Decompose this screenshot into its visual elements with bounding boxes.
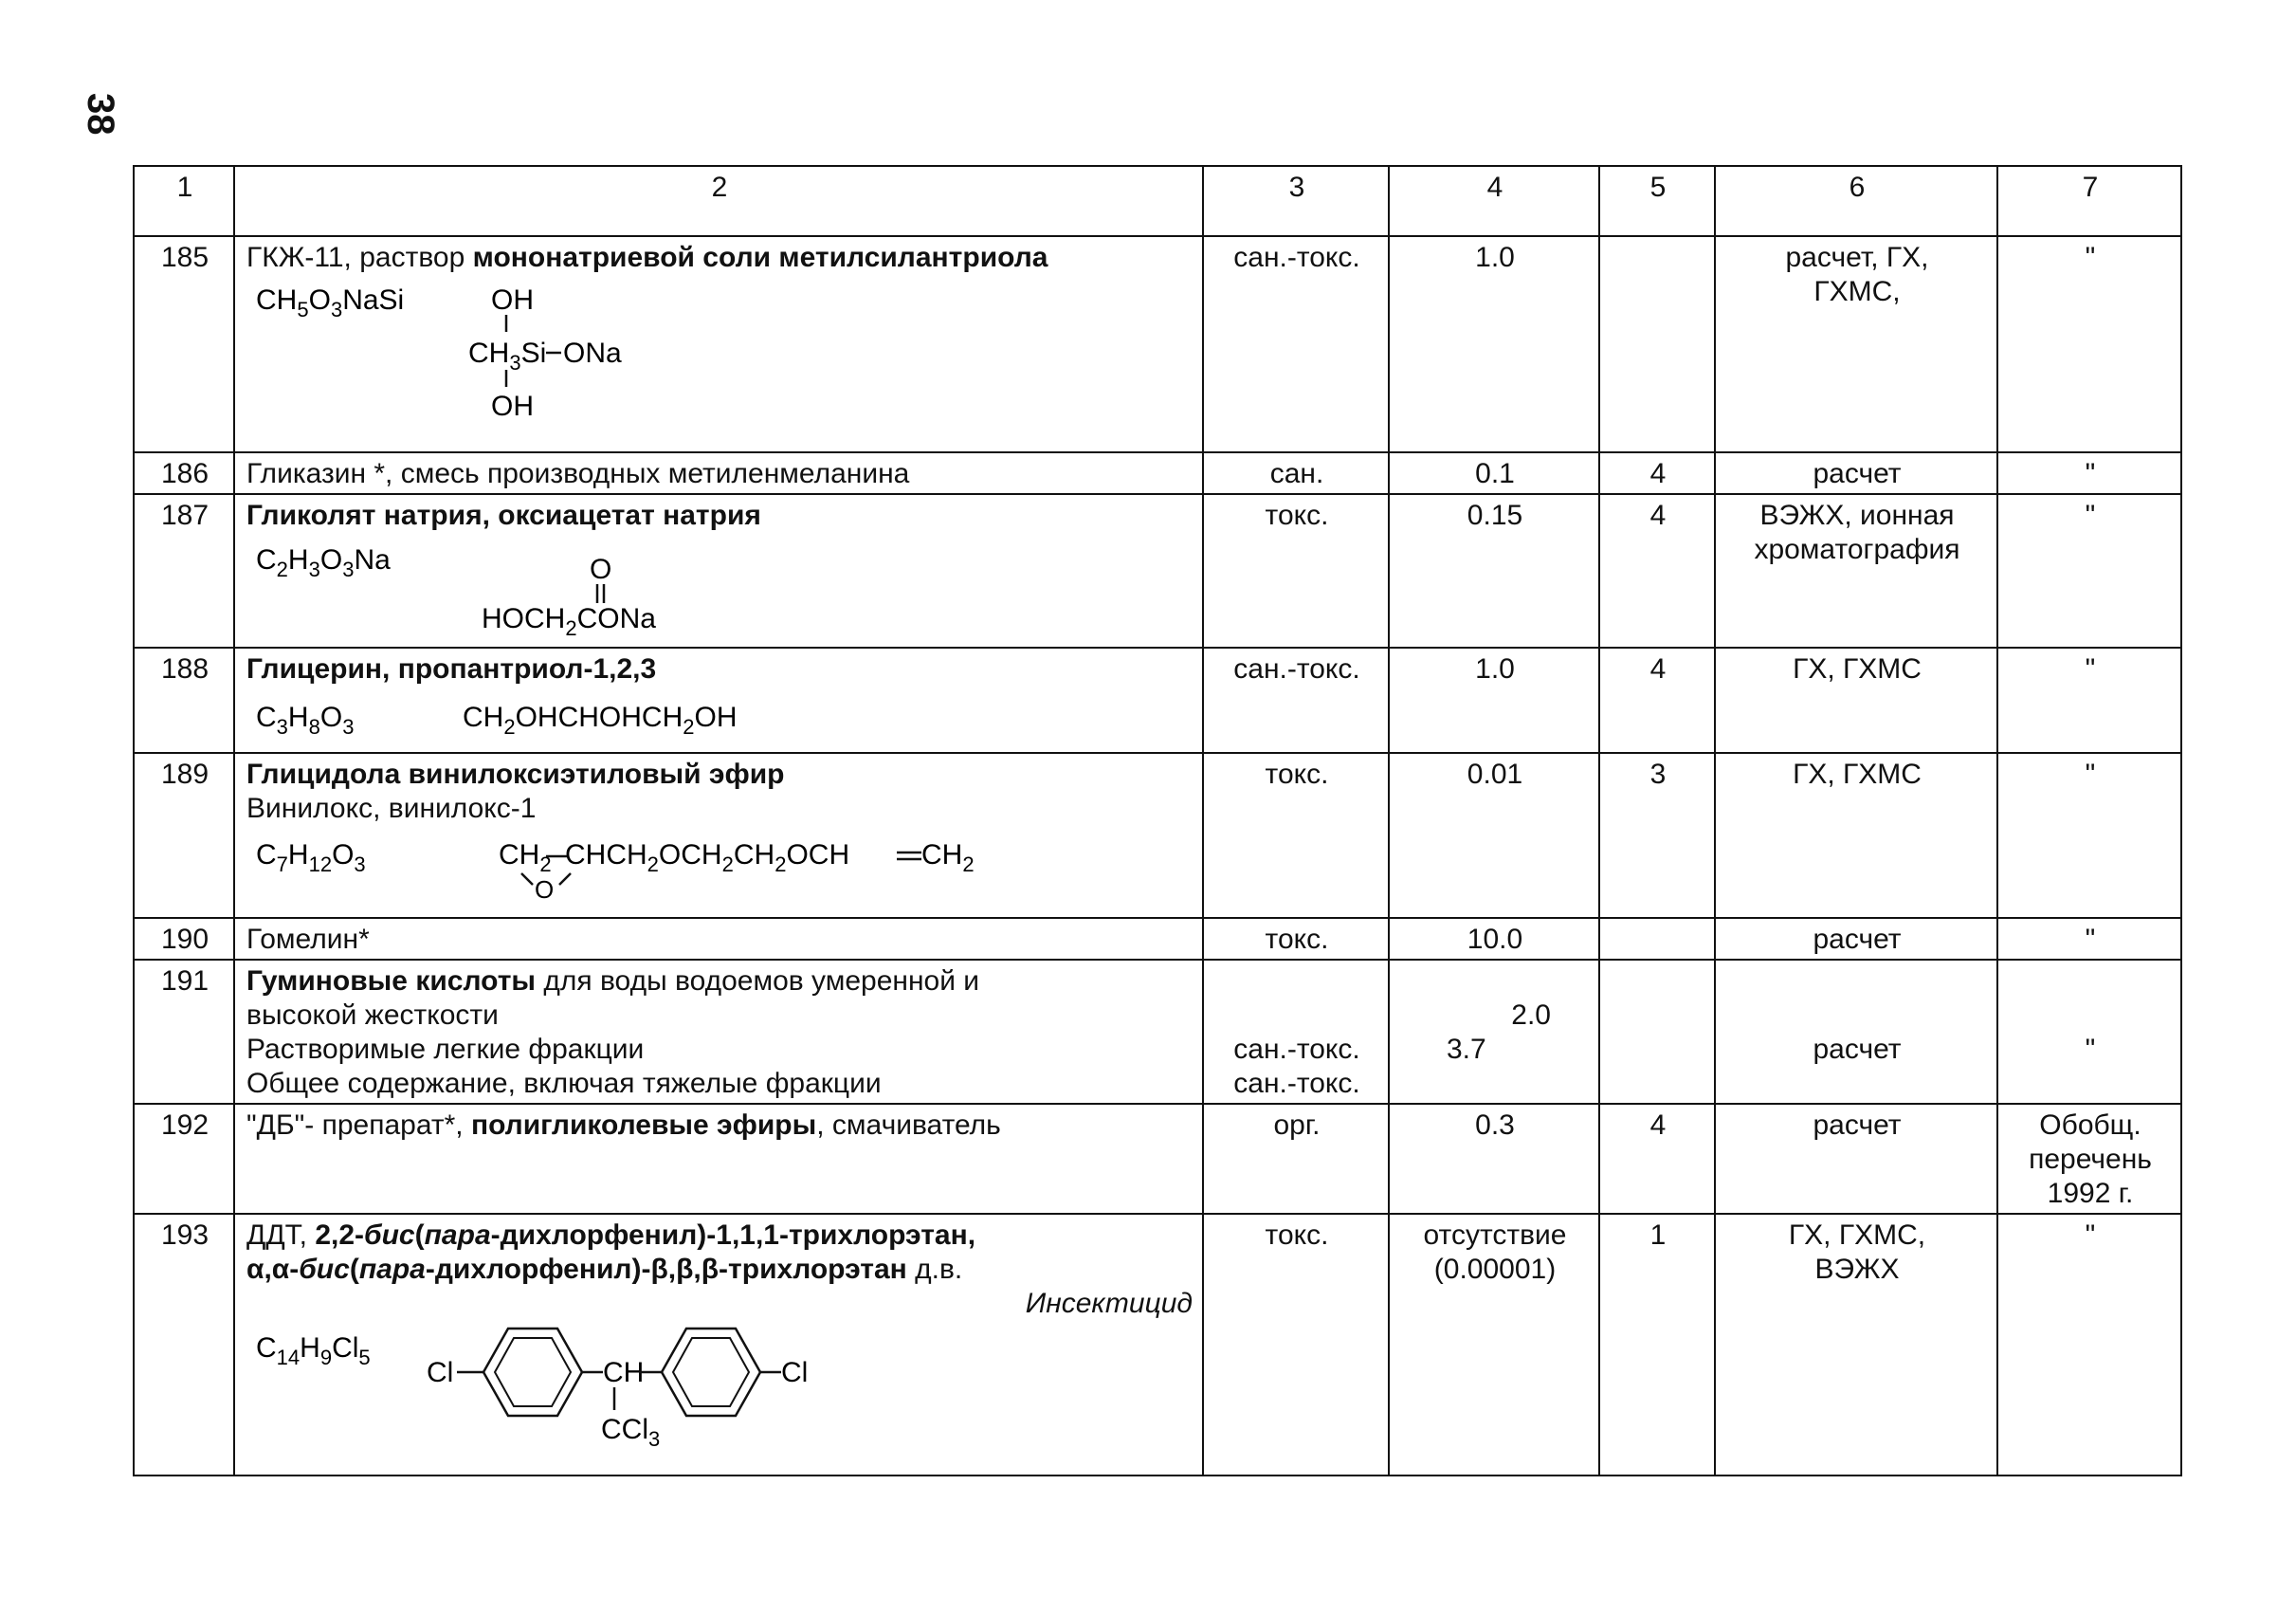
name-part: ( — [414, 1219, 425, 1251]
hazard-type-2: сан.-токс. — [1233, 1068, 1360, 1099]
structure-chain: $CHCH_2OCH_2CH_2OCH$ — [565, 839, 850, 876]
hazard-class — [1599, 236, 1715, 452]
table-row — [134, 918, 2181, 960]
method-line: ВЭЖХ, ионная — [1759, 500, 1955, 531]
row-number: 185 — [134, 236, 234, 452]
header-cell: 5 — [1599, 166, 1715, 236]
hazard-type-1: сан.-токс. — [1233, 1034, 1360, 1065]
fraction-2: Общее содержание, включая тяжелые фракции — [246, 1068, 882, 1099]
page-number: 38 — [80, 93, 121, 136]
name-part: 2,2- — [315, 1219, 365, 1251]
source: " — [1997, 753, 2181, 918]
substance-cell — [234, 1214, 1203, 1476]
table-row — [134, 1214, 2181, 1476]
method: расчет — [1715, 1104, 1997, 1214]
substance-name: Гомелин* — [234, 918, 1203, 960]
benzene-ring-right-inner — [673, 1338, 749, 1406]
substance-name-bold: мононатриевой соли метилсилантриола — [472, 242, 1048, 273]
chlorine-left: Cl — [427, 1357, 454, 1388]
ch-group: CH — [603, 1357, 645, 1388]
method — [1715, 960, 1997, 1104]
synonyms: Винилокс, винилокс-1 — [246, 793, 537, 824]
structure-bottom: OH — [491, 391, 534, 422]
method-line: расчет, ГХ, — [1785, 242, 1929, 273]
hazard-type: орг. — [1203, 1104, 1389, 1214]
source — [1997, 1104, 2181, 1214]
value: 0.1 — [1389, 452, 1599, 494]
name-part: бис — [299, 1254, 350, 1285]
substance-cell — [234, 1104, 1203, 1214]
header-cell: 3 — [1203, 166, 1389, 236]
source: " — [1997, 236, 2181, 452]
structure-formula — [246, 826, 975, 904]
substance-cell — [234, 960, 1203, 1104]
hazard-class: 3 — [1599, 753, 1715, 918]
method: ГХ, ГХМС — [1715, 648, 1997, 753]
name-part: пара — [424, 1219, 491, 1251]
substance-name: "ДБ"- препарат*, — [246, 1109, 471, 1141]
table-row — [134, 960, 2181, 1104]
value — [1389, 960, 1599, 1104]
value: 0.01 — [1389, 753, 1599, 918]
hazard-type: токс. — [1203, 1214, 1389, 1476]
row-number: 187 — [134, 494, 234, 648]
hazard-class — [1599, 918, 1715, 960]
structure-middle-right: ONa — [563, 338, 622, 369]
header-cell: 2 — [234, 166, 1203, 236]
row-number: 190 — [134, 918, 234, 960]
molecular-formula: $C_7H_{12}O_3$ — [256, 839, 366, 876]
method — [1715, 236, 1997, 452]
method: ГХ, ГХМС — [1715, 753, 1997, 918]
hazard-type: сан.-токс. — [1203, 648, 1389, 753]
hazard-class: 4 — [1599, 494, 1715, 648]
method: расчет — [1715, 452, 1997, 494]
substance-cell — [234, 494, 1203, 648]
value: 10.0 — [1389, 918, 1599, 960]
substance-cell — [234, 648, 1203, 753]
structure-line: $HOCH_2CONa$ — [482, 603, 656, 640]
row-number: 188 — [134, 648, 234, 753]
row-number: 186 — [134, 452, 234, 494]
source: " — [1997, 648, 2181, 753]
row-number: 189 — [134, 753, 234, 918]
substance-name: , смачиватель — [816, 1109, 1001, 1141]
substance-name-bold: Глицидола винилоксиэтиловый эфир — [246, 759, 785, 790]
substance-table — [133, 165, 2182, 1476]
structure-left: $CH_2$ — [499, 839, 552, 876]
substance-name-bold: Глицерин, пропантриол-1,2,3 — [246, 653, 657, 685]
structure-formula — [246, 277, 739, 422]
bond — [521, 873, 533, 885]
chlorine-right: Cl — [781, 1357, 809, 1388]
benzene-ring-right — [662, 1329, 760, 1416]
name-part: д.в. — [906, 1254, 963, 1285]
hazard-class — [1599, 960, 1715, 1104]
method-line: ГХ, ГХМС, — [1788, 1219, 1926, 1251]
table-row — [134, 452, 2181, 494]
method — [1715, 494, 1997, 648]
bond — [559, 873, 571, 885]
value-line: отсутствие — [1423, 1219, 1567, 1251]
hazard-type — [1203, 960, 1389, 1104]
name-part: ( — [349, 1254, 359, 1285]
row-number: 192 — [134, 1104, 234, 1214]
substance-cell — [234, 236, 1203, 452]
name-part: пара — [358, 1254, 426, 1285]
ccl3-group: CCl$_3$ — [601, 1414, 661, 1451]
source-line: перечень — [2029, 1144, 2152, 1175]
table-row — [134, 753, 2181, 918]
ring-oxygen: O — [535, 875, 555, 904]
method-line: ВЭЖХ — [1814, 1254, 1900, 1285]
substance-name: Гликазин *, смесь производных метиленмеланина — [234, 452, 1203, 494]
table-row — [134, 236, 2181, 452]
method — [1715, 1214, 1997, 1476]
method-line: хроматография — [1754, 534, 1960, 565]
hazard-class: 4 — [1599, 1104, 1715, 1214]
structure-formula — [246, 1321, 872, 1451]
molecular-formula: $C_{14}H_9Cl_5$ — [256, 1332, 371, 1369]
row-number: 191 — [134, 960, 234, 1104]
substance-name-bold: полигликолевые эфиры — [470, 1109, 817, 1141]
source: " — [1997, 452, 2181, 494]
substance-name-bold: Гликолят натрия, оксиацетат натрия — [246, 500, 761, 531]
source-line: Обобщ. — [2039, 1109, 2141, 1141]
molecular-formula: $CH_5O_3NaSi$ — [256, 284, 405, 321]
molecular-formula: $C_2H_3O_3Na$ — [256, 544, 391, 581]
source: " — [1997, 494, 2181, 648]
benzene-ring-left — [483, 1329, 582, 1416]
benzene-ring-left-inner — [495, 1338, 571, 1406]
value: 1.0 — [1389, 648, 1599, 753]
hazard-type: токс. — [1203, 753, 1389, 918]
structure-line: $CH_2OHCHOHCH_2OH$ — [463, 702, 738, 739]
value-1: 2.0 — [1511, 999, 1551, 1031]
name-part: бис — [364, 1219, 415, 1251]
source: " — [1997, 1214, 2181, 1476]
molecular-formula: $C_3H_8O_3$ — [256, 702, 355, 739]
value — [1389, 1214, 1599, 1476]
header-row — [134, 166, 2181, 236]
name-part: α,α- — [246, 1254, 300, 1285]
structure-formula — [246, 687, 834, 740]
structure-formula — [246, 533, 739, 640]
hazard-class: 1 — [1599, 1214, 1715, 1476]
hazard-type: сан.-токс. — [1203, 236, 1389, 452]
source-line: " — [2085, 1034, 2096, 1065]
substance-cell — [234, 753, 1203, 918]
method-line: ГХМС, — [1813, 276, 1901, 307]
substance-name: ДДТ, — [246, 1219, 316, 1251]
structure-end: $CH_2$ — [921, 839, 975, 876]
hazard-type: токс. — [1203, 494, 1389, 648]
substance-name: для воды водоемов умеренной и — [536, 965, 980, 997]
substance-name-bold: Гуминовые кислоты — [246, 965, 537, 997]
header-cell: 6 — [1715, 166, 1997, 236]
structure-middle-left: $CH_3Si$ — [468, 338, 547, 375]
use-category: Инсектицид — [1025, 1288, 1193, 1319]
name-part: -дихлорфенил)-1,1,1-трихлорэтан, — [490, 1219, 976, 1251]
method-line: расчет — [1813, 1034, 1902, 1065]
row-number: 193 — [134, 1214, 234, 1476]
structure-top: OH — [491, 284, 534, 316]
substance-name: ГКЖ-11, раствор — [246, 242, 473, 273]
substance-name-cont: высокой жесткости — [246, 999, 499, 1031]
hazard-type: сан. — [1203, 452, 1389, 494]
hazard-class: 4 — [1599, 648, 1715, 753]
table-row — [134, 1104, 2181, 1214]
fraction-1: Растворимые легкие фракции — [246, 1034, 645, 1065]
value: 0.3 — [1389, 1104, 1599, 1214]
value-line: (0.00001) — [1433, 1254, 1557, 1285]
source — [1997, 960, 2181, 1104]
source: " — [1997, 918, 2181, 960]
header-cell: 4 — [1389, 166, 1599, 236]
table-row — [134, 648, 2181, 753]
value: 1.0 — [1389, 236, 1599, 452]
table-row — [134, 494, 2181, 648]
name-part: -дихлорфенил)-β,β,β-трихлорэтан — [425, 1254, 907, 1285]
hazard-type: токс. — [1203, 918, 1389, 960]
structure-top: O — [590, 554, 612, 585]
method: расчет — [1715, 918, 1997, 960]
value: 0.15 — [1389, 494, 1599, 648]
header-cell: 1 — [134, 166, 234, 236]
hazard-class: 4 — [1599, 452, 1715, 494]
header-cell: 7 — [1997, 166, 2181, 236]
value-2: 3.7 — [1447, 1034, 1486, 1065]
source-line: 1992 г. — [2047, 1178, 2134, 1209]
